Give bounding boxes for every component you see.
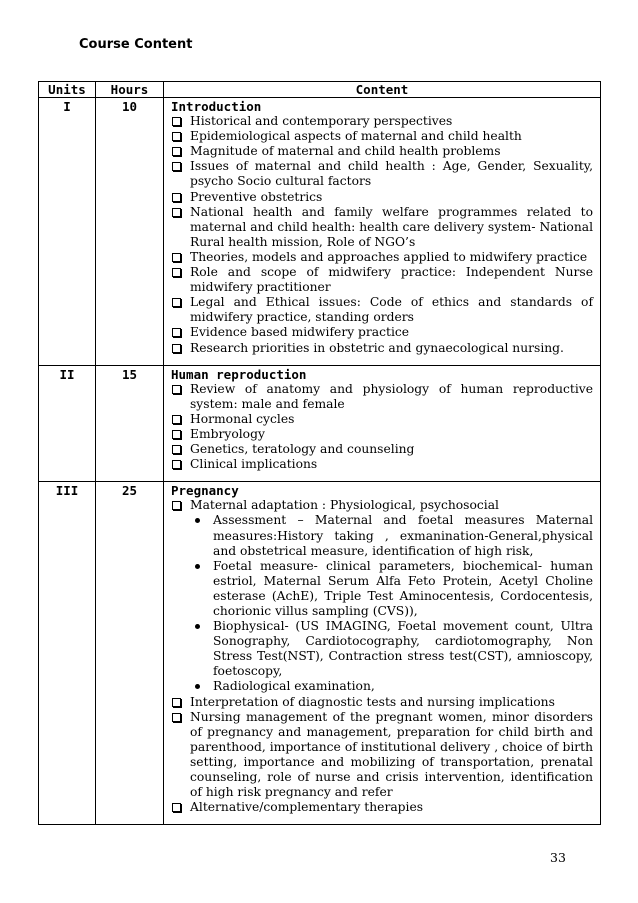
topic-list: [171, 114, 593, 356]
sub-list-item-text: Assessment – Maternal and foetal measures Maternal measures:History taking , exmanination-General,physical and obstetrical measure, identification of high risk,: [213, 513, 593, 558]
list-item-text: Hormonal cycles: [190, 411, 295, 426]
sub-list-item: [192, 513, 593, 558]
checkbox-bullet-icon: [172, 162, 181, 171]
bullet-dot-icon: [195, 624, 200, 629]
checkbox-bullet-icon: [172, 253, 181, 262]
list-item: [171, 341, 593, 356]
unit-cell: III: [39, 482, 96, 825]
list-item: [171, 695, 593, 710]
unit-cell: II: [39, 365, 96, 482]
list-item: [171, 159, 593, 189]
content-cell: [164, 482, 601, 825]
list-item-text: Theories, models and approaches applied to midwifery practice: [190, 249, 588, 264]
sub-list-item-text: Radiological examination,: [213, 679, 375, 694]
list-item: [171, 129, 593, 144]
checkbox-bullet-icon: [172, 117, 181, 126]
checkbox-bullet-icon: [172, 501, 181, 510]
list-item-text: Evidence based midwifery practice: [190, 325, 410, 340]
list-item-text: Epidemiological aspects of maternal and child health: [190, 129, 522, 144]
checkbox-bullet-icon: [172, 147, 181, 156]
list-item: [171, 442, 593, 457]
list-item-text: National health and family welfare programmes related to maternal and child health: health care delivery system- National Rural health mission, Role of NGO’s: [190, 204, 593, 249]
list-item-text: Legal and Ethical issues: Code of ethics and standards of midwifery practice, standing orders: [190, 295, 593, 325]
unit-title: Pregnancy: [171, 483, 239, 499]
content-cell: [164, 365, 601, 482]
list-item: [171, 412, 593, 427]
list-item-text: Genetics, teratology and counseling: [190, 442, 415, 457]
topic-list: [171, 498, 593, 815]
bullet-dot-icon: [195, 684, 200, 689]
checkbox-bullet-icon: [172, 445, 181, 454]
sub-list-item: [192, 559, 593, 619]
table-row: [39, 365, 601, 482]
checkbox-bullet-icon: [172, 132, 181, 141]
list-item: [171, 190, 593, 205]
bullet-dot-icon: [195, 518, 200, 523]
checkbox-bullet-icon: [172, 193, 181, 202]
list-item: [171, 457, 593, 472]
hours-cell: 10: [96, 98, 164, 366]
checkbox-bullet-icon: [172, 385, 181, 394]
list-item-text: Issues of maternal and child health : Age, Gender, Sexuality, psycho Socio cultural factors: [190, 159, 593, 189]
hours-cell: 15: [96, 365, 164, 482]
checkbox-bullet-icon: [172, 803, 181, 812]
list-item: [171, 498, 593, 694]
table-row: [39, 482, 601, 825]
list-item-text: Embryology: [190, 426, 265, 441]
checkbox-bullet-icon: [172, 430, 181, 439]
checkbox-bullet-icon: [172, 460, 181, 469]
list-item: [171, 250, 593, 265]
checkbox-bullet-icon: [172, 698, 181, 707]
list-item: [171, 325, 593, 340]
table-row: [39, 98, 601, 366]
checkbox-bullet-icon: [172, 208, 181, 217]
list-item: [171, 114, 593, 129]
list-item: [171, 427, 593, 442]
list-item: [171, 144, 593, 159]
list-item-text: Interpretation of diagnostic tests and nursing implications: [190, 694, 555, 709]
header-hours: Hours: [96, 82, 164, 98]
course-content-heading: Course Content: [79, 37, 193, 52]
sub-list-item-text: Foetal measure- clinical parameters, biochemical- human estriol, Maternal Serum Alfa Feto Protein, Acetyl Choline esterase (AchE), Triple Test Aminocentesis, Cordocentesis, chorionic villus sampling (CVS)),: [213, 558, 593, 618]
checkbox-bullet-icon: [172, 344, 181, 353]
sub-list-item: [192, 619, 593, 679]
list-item: [171, 710, 593, 801]
page-number: 33: [550, 850, 566, 865]
content-cell: [164, 98, 601, 366]
course-content-table: [38, 81, 601, 825]
list-item-text: Clinical implications: [190, 457, 318, 472]
list-item-text: Alternative/complementary therapies: [190, 800, 424, 815]
sub-list-item: [192, 679, 593, 694]
list-item: [171, 800, 593, 815]
list-item-text: Maternal adaptation : Physiological, psychosocial: [190, 498, 499, 513]
list-item-text: Role and scope of midwifery practice: Independent Nurse midwifery practitioner: [190, 265, 593, 295]
checkbox-bullet-icon: [172, 328, 181, 337]
sub-list: [171, 513, 593, 694]
list-item-text: Historical and contemporary perspectives: [190, 114, 453, 129]
sub-list-item-text: Biophysical- (US IMAGING, Foetal movement count, Ultra Sonography, Cardiotocography, cardiotomography, Non Stress Test(NST), Contraction stress test(CST), amnioscopy, foetoscopy,: [213, 619, 593, 679]
checkbox-bullet-icon: [172, 298, 181, 307]
list-item: [171, 205, 593, 250]
table-header-row: [39, 82, 601, 98]
list-item-text: Research priorities in obstetric and gynaecological nursing.: [190, 340, 564, 355]
list-item-text: Magnitude of maternal and child health problems: [190, 144, 501, 159]
list-item-text: Nursing management of the pregnant women, minor disorders of pregnancy and management, preparation for child birth and parenthood, importance of institutional delivery , choice of birth setting, importance and mobilizing of transportation, prenatal counseling, role of nurse and crisis intervention, identification of high risk pregnancy and refer: [190, 709, 593, 800]
unit-cell: I: [39, 98, 96, 366]
list-item: [171, 382, 593, 412]
checkbox-bullet-icon: [172, 268, 181, 277]
header-content: Content: [164, 82, 601, 98]
list-item-text: Preventive obstetrics: [190, 189, 323, 204]
list-item: [171, 295, 593, 325]
header-units: Units: [39, 82, 96, 98]
bullet-dot-icon: [195, 564, 200, 569]
checkbox-bullet-icon: [172, 415, 181, 424]
list-item: [171, 265, 593, 295]
unit-title: Human reproduction: [171, 366, 307, 382]
hours-cell: 25: [96, 482, 164, 825]
topic-list: [171, 382, 593, 473]
checkbox-bullet-icon: [172, 713, 181, 722]
list-item-text: Review of anatomy and physiology of human reproductive system: male and female: [190, 381, 593, 411]
unit-title: Introduction: [171, 99, 262, 114]
